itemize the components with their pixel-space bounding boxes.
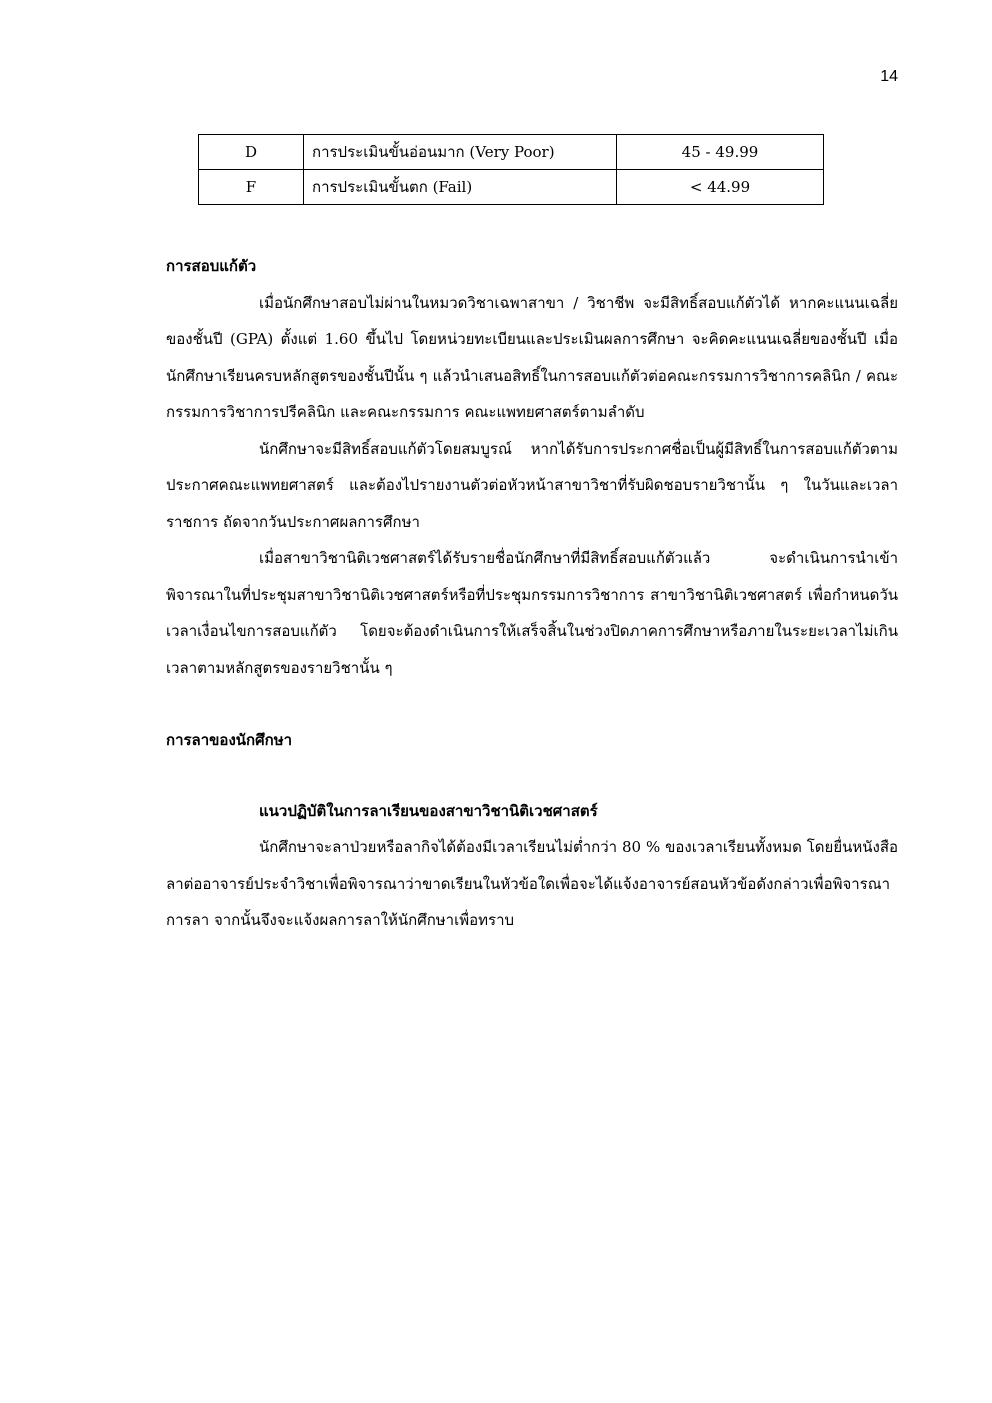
table-row bbox=[199, 135, 824, 170]
spacer bbox=[166, 686, 898, 722]
section-heading-leave: การลาของนักศึกษา bbox=[166, 731, 293, 749]
table-row bbox=[199, 170, 824, 205]
range-cell: 45 - 49.99 bbox=[617, 135, 824, 170]
description-cell: การประเมินขั้นอ่อนมาก (Very Poor) bbox=[304, 135, 617, 170]
paragraph: เมื่อนักศึกษาสอบไม่ผ่านในหมวดวิชาเฉพาสาขา / วิชาชีพ จะมีสิทธิ์สอบแก้ตัวได้ หากคะแนนเฉลี่ยของชั้นปี (GPA) ตั้งแต่ 1.60 ขึ้นไป โดยหน่วยทะเบียนและประเมินผลการศึกษา จะคิดคะแนนเฉลี่ยของชั้นปี เมื่อนักศึกษาเรียนครบหลักสูตรของชั้นปีนั้น ๆ แล้วนำเสนอสิทธิ์ในการสอบแก้ตัวต่อคณะกรรมการวิชาการคลินิก / คณะกรรมการวิชาการปรีคลินิก และคณะกรรมการ คณะแพทยศาสตร์ตามลำดับ bbox=[166, 293, 898, 421]
document-body bbox=[166, 248, 898, 939]
paragraph: นักศึกษาจะลาป่วยหรือลากิจได้ต้องมีเวลาเรียนไม่ต่ำกว่า 80 % ของเวลาเรียนทั้งหมด โดยยื่นหนังสือลาต่ออาจารย์ประจำวิชาเพื่อพิจารณาว่าขาดเรียนในหัวข้อใดเพื่อจะได้แจ้งอาจารย์สอนหัวข้อดังกล่าวเพื่อพิจารณาการลา จากนั้นจึงจะแจ้งผลการลาให้นักศึกษาเพื่อทราบ bbox=[166, 838, 898, 929]
page-number: 14 bbox=[880, 68, 898, 85]
subsection-heading: แนวปฏิบัติในการลาเรียนของสาขาวิชานิติเวชศาสตร์ bbox=[259, 801, 598, 820]
range-cell: < 44.99 bbox=[617, 170, 824, 205]
grade-cell: D bbox=[199, 135, 304, 170]
grade-cell: F bbox=[199, 170, 304, 205]
spacer bbox=[166, 759, 898, 793]
paragraph: นักศึกษาจะมีสิทธิ์สอบแก้ตัวโดยสมบูรณ์ หากได้รับการประกาศชื่อเป็นผู้มีสิทธิ์ในการสอบแก้ตัวตามประกาศคณะแพทยศาสตร์ และต้องไปรายงานตัวต่อหัวหน้าสาขาวิชาที่รับผิดชอบรายวิชานั้น ๆ ในวันและเวลาราชการ ถัดจากวันประกาศผลการศึกษา bbox=[166, 439, 898, 531]
grade-table bbox=[198, 134, 824, 205]
section-heading-retake: การสอบแก้ตัว bbox=[166, 257, 257, 275]
description-cell: การประเมินขั้นตก (Fail) bbox=[304, 170, 617, 205]
paragraph: เมื่อสาขาวิชานิติเวชศาสตร์ได้รับรายชื่อนักศึกษาที่มีสิทธิ์สอบแก้ตัวแล้ว จะดำเนินการนำเข้าพิจารณาในที่ประชุมสาขาวิชานิติเวชศาสตร์หรือที่ประชุมกรรมการวิชาการ สาขาวิชานิติเวชศาสตร์ เพื่อกำหนดวันเวลาเงื่อนไขการสอบแก้ตัว โดยจะต้องดำเนินการให้เสร็จสิ้นในช่วงปิดภาคการศึกษาหรือภายในระยะเวลาไม่เกินเวลาตามหลักสูตรของรายวิชานั้น ๆ bbox=[166, 549, 898, 677]
